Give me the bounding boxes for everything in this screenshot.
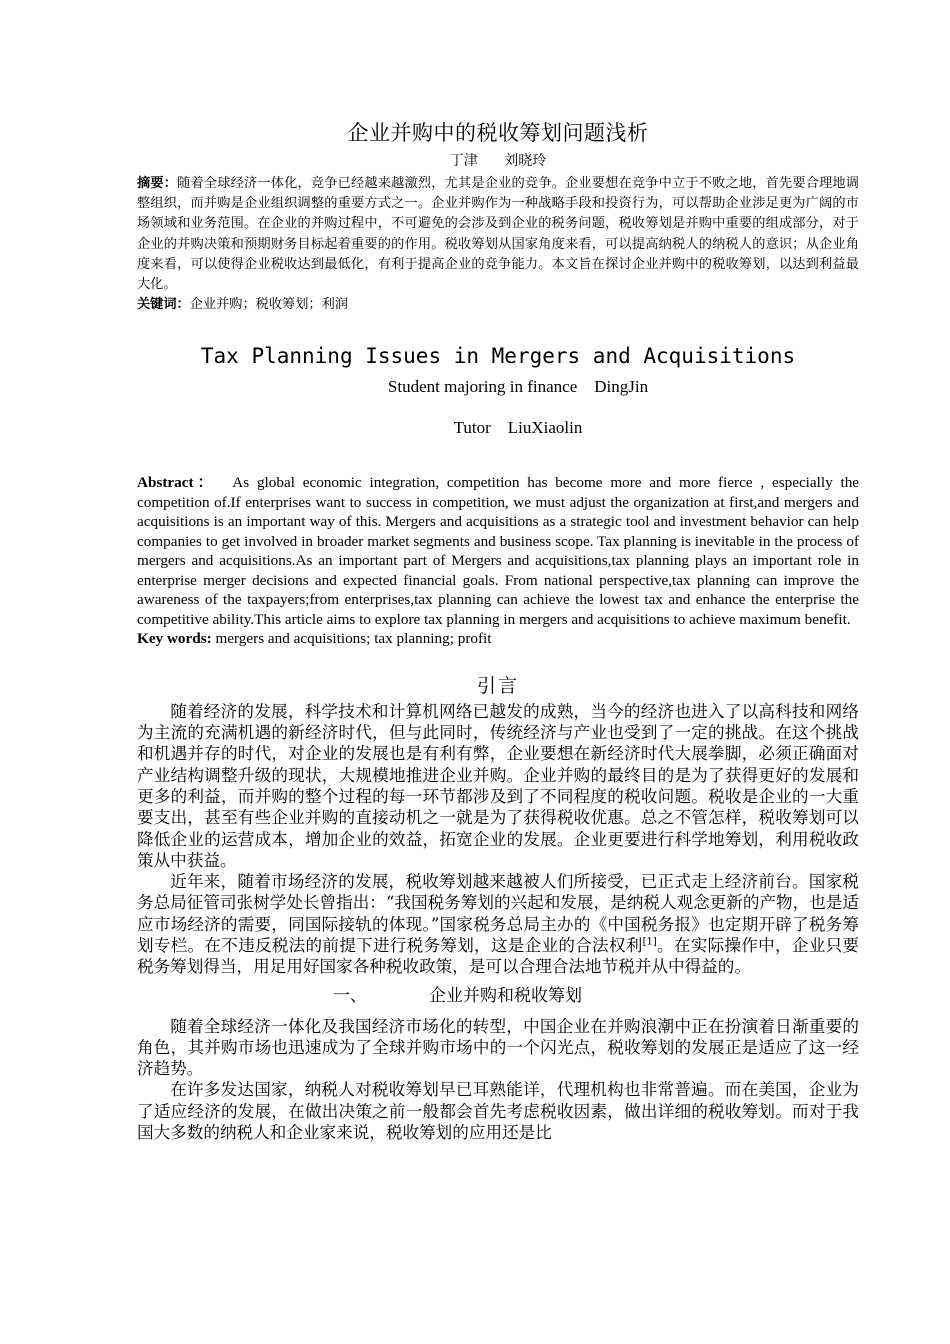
intro-paragraph-2-text-a: 近年来，随着市场经济的发展，税收筹划越来越被人们所接受，已正式走上经济前台。国家税务总局征管司张树学处长曾指出：“我国税务筹划的兴起和发展，是纳税人观念更新的产物，也是适应市场经济的需要，同国际接轨的体现。”国家税务总局主办的《中国税务报》也定期开辟了税务筹划专栏。在不违反税法的前提下进行税务筹划，这是企业的合法权利	[137, 872, 860, 955]
section-1-heading	[137, 982, 859, 1010]
tutor-line: Tutor LiuXiaolin	[453, 418, 583, 438]
abstract-english-label: Abstract：	[137, 474, 217, 492]
abstract-english	[137, 473, 859, 629]
title-english: Tax Planning Issues in Mergers and Acquisitions	[200, 344, 796, 369]
student-line: Student majoring in finance DingJin	[387, 377, 649, 397]
intro-paragraph-1: 随着经济的发展，科学技术和计算机网络已越发的成熟，当今的经济也进入了以高科技和网络为主流的充满机遇的新经济时代，但与此同时，传统经济与产业也受到了一定的挑战。在这个挑战和机遇并存的时代，对企业的发展也是有利有弊，企业要想在新经济时代大展拳脚，必须正确面对产业结构调整升级的现状，大规模地推进企业并购。企业并购的最终目的是为了获得更好的发展和更多的利益，而并购的整个过程的每一环节都涉及到了不同程度的税收问题。税收是企业的一大重要支出，甚至有些企业并购的直接动机之一就是为了获得税收优惠。总之不管怎样，税收筹划可以降低企业的运营成本，增加企业的效益，拓宽企业的发展。企业更要进行科学地筹划，利用税收政策从中获益。	[137, 701, 859, 870]
section-1-number: 一、	[333, 985, 367, 1006]
abstract-chinese	[137, 174, 859, 295]
intro-paragraph-2-text-b: 。在实际操作中，企业只要税务筹划得当，用足用好国家各种税收政策，是可以合理合法地节税并从中得益的。	[137, 935, 860, 977]
keywords-english	[137, 629, 859, 649]
keywords-english-label: Key words:	[137, 630, 212, 648]
abstract-chinese-label: 摘要：	[137, 176, 178, 191]
intro-paragraph-2	[137, 871, 859, 977]
citation-ref: [1]	[642, 936, 657, 948]
document-page	[137, 112, 859, 1143]
section-1-paragraph-2: 在许多发达国家，纳税人对税收筹划早已耳熟能详，代理机构也非常普遍。而在美国，企业为了适应经济的发展，在做出决策之前一般都会首先考虑税收因素，做出详细的税收筹划。而对于我国大多数的纳税人和企业家来说，税收筹划的应用还是比	[137, 1080, 859, 1143]
section-1-paragraph-1: 随着全球经济一体化及我国经济市场化的转型，中国企业在并购浪潮中正在扮演着日渐重要的角色，其并购市场也迅速成为了全球并购市场中的一个闪光点，税收筹划的发展正是适应了这一经济趋势。	[137, 1016, 859, 1079]
keywords-english-text: mergers and acquisitions; tax planning; profit	[211, 630, 492, 648]
title-chinese: 企业并购中的税收筹划问题浅析	[347, 121, 649, 145]
authors-chinese: 丁津 刘晓玲	[449, 153, 547, 169]
abstract-english-text: As global economic integration, competition has become more and more fierce , especially the competition of.If enterprises want to success in competition, we must adjust the organization at first,and mergers and acquisitions is an important way of this. Mergers and acquisitions as a strategic tool and investment behavior can help companies to get involved in broader market segments and business scope. Tax planning is inevitable in the process of mergers and acquisitions.As an important part of Mergers and acquisitions,tax planning plays an important role in enterprise merger decisions and expected financial goals. From national perspective,tax planning can improve the awareness of the taxpayers;from enterprises,tax planning can achieve the lowest tax and enhance the enterprise the competitive ability.This article aims to explore tax planning in mergers and acquisitions to achieve maximum benefit.	[137, 474, 860, 628]
section-1-title: 企业并购和税收筹划	[429, 985, 582, 1006]
keywords-chinese	[137, 295, 859, 315]
keywords-chinese-text: 企业并购；税收筹划；利润	[189, 297, 348, 313]
intro-heading: 引言	[476, 674, 519, 697]
keywords-chinese-label: 关键词：	[137, 297, 190, 313]
abstract-chinese-text: 随着全球经济一体化，竞争已经越来越激烈，尤其是企业的竞争。企业要想在竞争中立于不败之地，首先要合理地调整组织，而并购是企业组织调整的重要方式之一。企业并购作为一种战略手段和投资行为，可以帮助企业涉足更为广阔的市场领域和业务范围。在企业的并购过程中，不可避免的会涉及到企业的税务问题，税收筹划是并购中重要的组成部分，对于企业的并购决策和预期财务目标起着重要的的作用。税收筹划从国家角度来看，可以提高纳税人的纳税人的意识；从企业角度来看，可以使得企业税收达到最低化，有利于提高企业的竞争能力。本文旨在探讨企业并购中的税收筹划，以达到利益最大化。	[137, 176, 859, 293]
